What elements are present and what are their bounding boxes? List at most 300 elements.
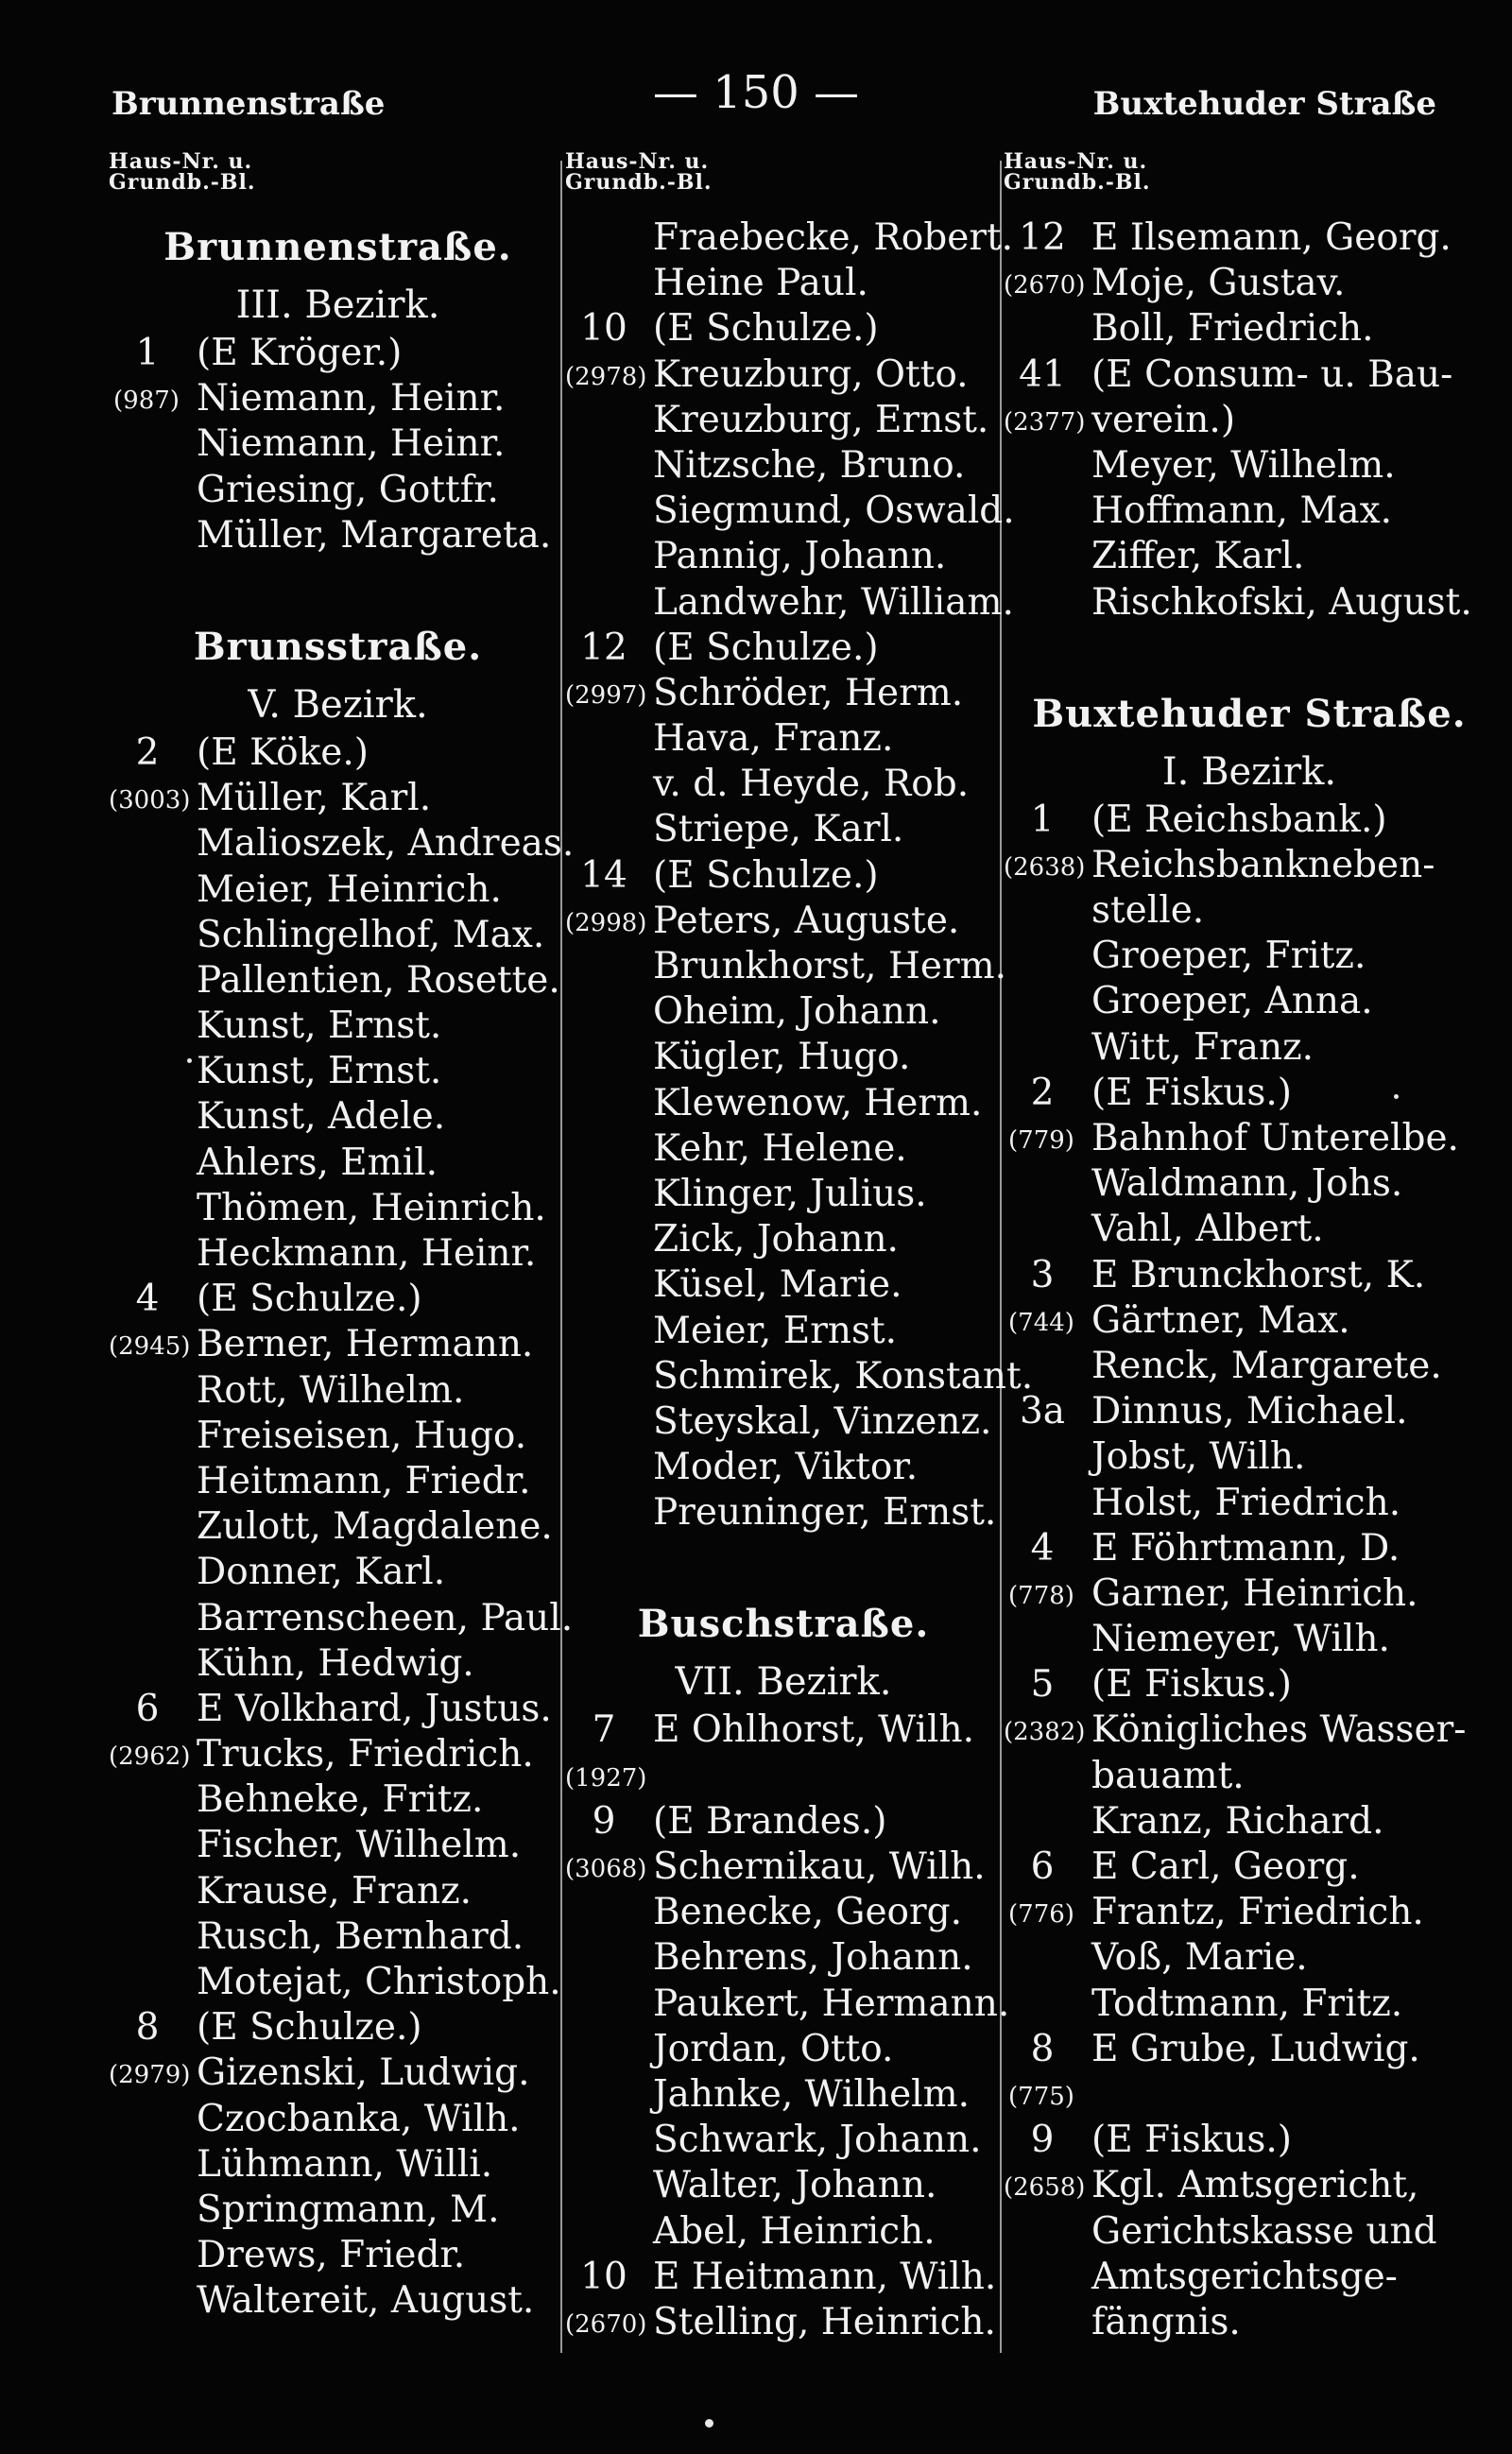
section-spacer [565, 1536, 1002, 1592]
directory-entry [109, 513, 567, 558]
directory-entry [565, 306, 1002, 352]
land-register-number: (2979) [109, 2061, 191, 2090]
directory-entry [565, 580, 1014, 626]
entry-text: Trucks, Friedrich. [197, 1733, 534, 1776]
directory-entry [565, 1754, 1002, 1799]
directory-entry [565, 671, 1002, 716]
entry-text: Königliches Wasser- [1091, 1708, 1467, 1752]
header-right-street: Buxtehuder Straße [1092, 85, 1436, 123]
entry-text: E Ohlhorst, Wilh. [653, 1708, 975, 1752]
entry-text: Hoffmann, Max. [1091, 489, 1393, 533]
section-spacer [1004, 626, 1495, 682]
entry-text: Drews, Friedr. [197, 2234, 466, 2277]
house-number: 2 [1030, 1071, 1055, 1114]
land-register-number: (987) [113, 386, 180, 416]
entry-text: Malioszek, Andreas. [197, 822, 575, 866]
directory-entry [565, 1799, 1002, 1845]
directory-entry [1004, 843, 1495, 888]
directory-entry [1004, 1935, 1495, 1981]
land-register-number: (2658) [1004, 2173, 1086, 2203]
entry-text: Hava, Franz. [653, 717, 894, 761]
directory-entry [1004, 1344, 1495, 1389]
directory-entry [565, 1445, 1002, 1490]
directory-entry [1004, 1845, 1495, 1890]
directory-entry [1004, 2072, 1495, 2118]
land-register-number: (1927) [565, 1763, 647, 1793]
entry-text: Landwehr, William. [653, 580, 1014, 624]
entry-text: Stelling, Heinrich. [653, 2300, 996, 2343]
entry-text: (E Köke.) [197, 730, 369, 774]
entry-text: (E Schulze.) [653, 626, 879, 669]
entry-text: Meyer, Wilhelm. [1091, 443, 1396, 487]
entry-text: Rusch, Bernhard. [197, 1914, 524, 1958]
entry-text: bauamt. [1091, 1754, 1245, 1797]
entry-text: Kügler, Hugo. [653, 1036, 911, 1079]
house-number: 10 [580, 2255, 627, 2298]
directory-entry [109, 913, 567, 958]
land-register-number: (744) [1008, 1308, 1074, 1337]
directory-entry [1004, 1982, 1495, 2027]
directory-entry [565, 352, 1002, 398]
entry-text: Kunst, Ernst. [197, 1004, 442, 1048]
entry-text: Voß, Marie. [1091, 1936, 1308, 1980]
land-register-number: (2962) [109, 1742, 191, 1772]
entry-text: Berner, Hermann. [197, 1323, 534, 1366]
directory-entry [565, 853, 1002, 899]
header-left-street: Brunnenstraße [112, 85, 386, 123]
directory-entry [109, 2051, 567, 2096]
entry-text: Benecke, Georg. [653, 1891, 963, 1934]
directory-entry [1004, 1481, 1495, 1526]
directory-entry [109, 821, 575, 867]
entry-text: (E Fiskus.) [1091, 1663, 1293, 1707]
entry-text: E Volkhard, Justus. [197, 1687, 552, 1730]
entry-text: Krause, Franz. [197, 1869, 472, 1913]
column-1 [109, 149, 575, 2325]
directory-entry [109, 1459, 567, 1504]
directory-entry [1004, 1526, 1495, 1571]
directory-entry [565, 443, 1002, 489]
entry-text: Holst, Friedrich. [1091, 1481, 1401, 1524]
directory-entry [1004, 2118, 1495, 2163]
entry-text: Kunst, Ernst. [197, 1050, 442, 1093]
entry-text: Rischkofski, August. [1091, 580, 1472, 624]
directory-entry [1004, 1708, 1495, 1753]
district-label: V. Bezirk. [248, 682, 428, 727]
entry-text: Siegmund, Oswald. [653, 489, 1015, 533]
directory-entry [1004, 2255, 1495, 2300]
directory-entry [1004, 1161, 1495, 1207]
directory-entry [1004, 934, 1495, 979]
entry-text: Gärtner, Max. [1091, 1298, 1350, 1342]
entry-text: (E Schulze.) [653, 853, 879, 897]
entry-text: Ziffer, Karl. [1091, 535, 1305, 578]
entry-text: Schlingelhof, Max. [197, 913, 545, 956]
house-number: 8 [1030, 2027, 1055, 2070]
entry-text: Rott, Wilhelm. [197, 1368, 465, 1412]
directory-entry [109, 1550, 567, 1595]
directory-entry [109, 1777, 567, 1823]
column-header-line: Haus-Nr. u. [1004, 149, 1148, 174]
entry-text: E Grube, Ludwig. [1091, 2027, 1420, 2070]
directory-entry [109, 1322, 567, 1367]
house-number: 5 [1030, 1663, 1055, 1707]
directory-entry [565, 1354, 1034, 1399]
entry-text: Jahnke, Wilhelm. [653, 2072, 971, 2116]
street-title: Brunsstraße. [193, 624, 483, 669]
entry-text: Brunkhorst, Herm. [653, 945, 1007, 987]
directory-entry [565, 398, 1002, 443]
directory-entry [565, 1490, 1002, 1536]
directory-entry [109, 1141, 567, 1186]
entry-text: Groeper, Fritz. [1091, 935, 1366, 978]
directory-entry [1004, 534, 1495, 579]
entry-text: Garner, Heinrich. [1091, 1571, 1418, 1615]
entry-text: Frantz, Friedrich. [1091, 1891, 1424, 1934]
directory-entry [1004, 2209, 1495, 2255]
entry-text: (E Reichsbank.) [1091, 798, 1387, 841]
entry-text: Gizenski, Ludwig. [197, 2051, 530, 2095]
directory-entry [565, 489, 1015, 534]
entry-text: (E Schulze.) [653, 307, 879, 351]
directory-entry [565, 762, 1002, 807]
page-number: — 150 — [652, 66, 860, 119]
entry-text: Kranz, Richard. [1091, 1799, 1384, 1843]
directory-entry [565, 1708, 1002, 1753]
house-number: 9 [1030, 2119, 1055, 2162]
print-dot [1394, 1094, 1399, 1099]
land-register-number: (2670) [565, 2309, 647, 2339]
entry-text: Behrens, Johann. [653, 1936, 973, 1980]
entry-text: Pallentien, Rosette. [197, 958, 560, 1002]
entry-text: Peters, Auguste. [653, 899, 960, 942]
house-number: 7 [592, 1708, 616, 1752]
land-register-number: (2377) [1004, 407, 1086, 437]
directory-entry [109, 1049, 567, 1094]
entry-text: stelle. [1091, 889, 1205, 933]
directory-entry [565, 261, 1002, 306]
entry-text: (E Consum- u. Bau- [1091, 352, 1453, 396]
directory-entry [1004, 489, 1495, 534]
directory-entry [1004, 261, 1495, 306]
entry-text: Groeper, Anna. [1091, 980, 1373, 1023]
directory-entry [565, 2027, 1002, 2072]
column-header-line: Haus-Nr. u. [109, 149, 253, 174]
directory-entry [109, 1732, 567, 1777]
house-number: 14 [580, 853, 627, 897]
directory-entry [109, 2278, 567, 2324]
entry-text: Barrenscheen, Paul. [197, 1596, 574, 1639]
directory-entry [565, 1126, 1002, 1172]
directory-entry [109, 2005, 567, 2051]
directory-entry [109, 1277, 567, 1322]
entry-text: Meier, Heinrich. [197, 867, 502, 911]
entry-text: Todtmann, Fritz. [1091, 1982, 1403, 2025]
directory-entry [565, 899, 1002, 944]
entry-text: Kehr, Helene. [653, 1126, 907, 1170]
entry-text: (E Brandes.) [653, 1799, 887, 1843]
entry-text: Kreuzburg, Ernst. [653, 398, 989, 441]
directory-entry [109, 2142, 567, 2188]
directory-entry [1004, 1754, 1495, 1799]
directory-entry [1004, 1298, 1495, 1344]
entry-text: Lühmann, Willi. [197, 2142, 493, 2186]
directory-entry [1004, 1890, 1495, 1935]
entry-text: Jordan, Otto. [653, 2027, 894, 2070]
entry-text: Freiseisen, Hugo. [197, 1414, 527, 1457]
directory-entry [565, 2300, 1002, 2345]
directory-entry [565, 2072, 1002, 2118]
directory-entry [565, 626, 1002, 671]
entry-text: Müller, Margareta. [197, 513, 552, 557]
entry-text: (E Schulze.) [197, 1278, 422, 1321]
directory-entry [1004, 1071, 1495, 1116]
directory-entry [109, 1823, 567, 1868]
entry-text: (E Kröger.) [197, 332, 403, 374]
entry-text: Jobst, Wilh. [1091, 1435, 1306, 1479]
directory-entry [565, 534, 1002, 579]
entry-text: Vahl, Albert. [1091, 1208, 1324, 1251]
directory-entry [109, 1596, 574, 1641]
directory-entry [1004, 2163, 1495, 2208]
directory-entry [109, 1960, 567, 2005]
directory-entry [109, 1368, 567, 1414]
directory-entry [1004, 1207, 1495, 1252]
house-number: 2 [135, 730, 160, 774]
column-header-line: Grundb.-Bl. [109, 170, 256, 195]
entry-text: Witt, Franz. [1091, 1025, 1314, 1069]
directory-entry [565, 1890, 1002, 1935]
entry-text: Waldmann, Johs. [1091, 1162, 1403, 1206]
directory-entry [565, 944, 1007, 989]
directory-entry [565, 1217, 1002, 1262]
street-title: Buxtehuder Straße. [1032, 691, 1467, 736]
directory-entry [1004, 1617, 1495, 1662]
entry-text: Waltereit, August. [197, 2279, 535, 2323]
entry-text: Striepe, Karl. [653, 808, 904, 851]
entry-text: Zick, Johann. [653, 1218, 899, 1261]
entry-text: Heitmann, Friedr. [197, 1459, 531, 1502]
directory-entry [1004, 1025, 1495, 1071]
directory-entry [1004, 979, 1495, 1024]
entry-text: (E Schulze.) [197, 2006, 422, 2050]
land-register-number: (775) [1008, 2082, 1074, 2111]
directory-entry [1004, 2300, 1495, 2345]
directory-entry [1004, 1662, 1495, 1708]
entry-text: Heckmann, Heinr. [197, 1232, 537, 1275]
house-number: 41 [1019, 352, 1066, 396]
directory-entry [109, 1231, 567, 1277]
directory-entry [109, 376, 567, 421]
directory-entry [109, 1414, 567, 1459]
directory-entry [565, 2163, 1002, 2208]
entry-text: Nitzsche, Bruno. [653, 443, 966, 487]
directory-entry [565, 1081, 1002, 1126]
directory-entry [109, 958, 567, 1004]
directory-entry [565, 215, 1014, 261]
entry-text: Springmann, M. [197, 2188, 500, 2231]
house-number: 9 [592, 1799, 616, 1843]
entry-text: Paukert, Hermann. [653, 1982, 1010, 2025]
entry-text: Pannig, Johann. [653, 535, 947, 578]
directory-entry [109, 1094, 567, 1140]
land-register-number: (776) [1008, 1900, 1074, 1930]
directory-entry [109, 1641, 567, 1687]
column-header-line: Grundb.-Bl. [565, 170, 713, 195]
house-number: 12 [1019, 216, 1066, 259]
entry-text: Fischer, Wilhelm. [197, 1824, 522, 1867]
entry-text: Heine Paul. [653, 262, 868, 305]
directory-entry [565, 2118, 1002, 2163]
entry-text: Oheim, Johann. [653, 990, 941, 1034]
page-header [0, 66, 1512, 132]
entry-text: E Ilsemann, Georg. [1091, 216, 1452, 259]
land-register-number: (2978) [565, 362, 647, 391]
directory-entry [565, 1262, 1002, 1308]
directory-entry [1004, 888, 1495, 934]
district-label: III. Bezirk. [235, 283, 440, 327]
entry-text: Abel, Heinrich. [653, 2209, 936, 2253]
entry-text: Schmirek, Konstant. [653, 1354, 1034, 1398]
entry-text: Niemann, Heinr. [197, 377, 506, 420]
entry-text: Amtsgerichtsge- [1091, 2255, 1398, 2298]
column-header-line: Haus-Nr. u. [565, 149, 710, 174]
entry-text: Zulott, Magdalene. [197, 1505, 553, 1549]
directory-entry [565, 989, 1002, 1035]
directory-entry [1004, 798, 1495, 843]
directory-entry [109, 2233, 567, 2278]
house-number: 6 [1030, 1845, 1055, 1888]
section-spacer [109, 558, 567, 615]
directory-entry [565, 1309, 1002, 1354]
house-number: 4 [1030, 1526, 1055, 1570]
entry-text: v. d. Heyde, Rob. [653, 763, 970, 806]
directory-entry [1004, 398, 1495, 443]
house-number: 3a [1019, 1390, 1066, 1433]
entry-text: fängnis. [1091, 2300, 1241, 2343]
entry-text: Donner, Karl. [197, 1551, 446, 1594]
directory-entry [1004, 2027, 1495, 2072]
land-register-number: (2945) [109, 1332, 191, 1362]
directory-entry [1004, 1799, 1495, 1845]
entry-text: Preuninger, Ernst. [653, 1491, 997, 1535]
entry-text: Kühn, Hedwig. [197, 1641, 474, 1685]
entry-text: Niemann, Heinr. [197, 422, 506, 466]
house-number: 6 [135, 1687, 160, 1730]
entry-text: Schwark, Johann. [653, 2119, 982, 2162]
district-label: I. Bezirk. [1161, 749, 1337, 794]
column-header [1004, 151, 1495, 215]
directory-entry [109, 331, 567, 376]
directory-entry [1004, 1389, 1495, 1434]
directory-entry [1004, 1253, 1495, 1298]
entry-text: Steyskal, Vinzenz. [653, 1399, 992, 1443]
directory-entry [565, 807, 1002, 852]
directory-entry [109, 2097, 567, 2142]
land-register-number: (2998) [565, 908, 647, 937]
land-register-number: (2997) [565, 680, 647, 710]
entry-text: Moder, Viktor. [653, 1446, 919, 1489]
directory-entry [565, 1845, 1002, 1890]
entry-text: E Brunckhorst, K. [1091, 1253, 1426, 1296]
street-title: Buschstraße. [637, 1602, 930, 1647]
land-register-number: (2638) [1004, 852, 1086, 882]
entry-text: Klinger, Julius. [653, 1172, 927, 1215]
entry-text: Thömen, Heinrich. [197, 1186, 546, 1229]
column-header [565, 151, 1002, 215]
entry-text: Gerichtskasse und [1091, 2209, 1437, 2253]
entry-text: Walter, Johann. [653, 2164, 937, 2207]
column-header [109, 151, 567, 215]
directory-entry [109, 867, 567, 913]
entry-text: Renck, Margarete. [1091, 1344, 1442, 1387]
column-2 [565, 149, 1034, 2345]
entry-text: Reichsbankneben- [1091, 843, 1435, 886]
directory-entry [1004, 1571, 1495, 1617]
entry-text: Kgl. Amtsgericht, [1091, 2164, 1419, 2207]
house-number: 1 [1030, 798, 1055, 841]
directory-entry [109, 1687, 567, 1732]
directory-entry [109, 776, 567, 821]
column-3 [1004, 151, 1495, 2345]
print-dot [187, 1058, 192, 1063]
directory-entry [1004, 215, 1495, 261]
entry-text: Motejat, Christoph. [197, 1961, 561, 2003]
house-number: 10 [580, 307, 627, 351]
entry-text: Boll, Friedrich. [1091, 307, 1374, 351]
directory-entry [565, 2255, 1002, 2300]
directory-entry [565, 1035, 1002, 1080]
land-register-number: (3003) [109, 786, 191, 815]
entry-text: Behneke, Fritz. [197, 1778, 484, 1822]
land-register-number: (779) [1008, 1126, 1074, 1155]
print-dot [705, 2419, 713, 2428]
entry-text: verein.) [1091, 398, 1236, 441]
entry-text: Moje, Gustav. [1091, 262, 1346, 305]
entry-text: Kreuzburg, Otto. [653, 352, 969, 396]
directory-entry [1004, 1116, 1495, 1161]
entry-text: Kunst, Adele. [197, 1095, 446, 1139]
directory-entry [565, 1399, 1002, 1445]
land-register-number: (2670) [1004, 271, 1086, 300]
entry-text: Meier, Ernst. [653, 1309, 898, 1352]
entry-text: Griesing, Gottfr. [197, 468, 499, 511]
entry-text: (E Fiskus.) [1091, 2119, 1293, 2162]
directory-entry [109, 421, 567, 467]
directory-entry [109, 1914, 567, 1960]
directory-entry [1004, 352, 1495, 398]
house-number: 4 [135, 1278, 160, 1321]
directory-entry [565, 716, 1002, 762]
district-label: VII. Bezirk. [675, 1660, 892, 1705]
directory-entry [1004, 580, 1495, 626]
directory-entry [109, 468, 567, 513]
entry-text: E Carl, Georg. [1091, 1845, 1360, 1888]
entry-text: Ahlers, Emil. [197, 1141, 438, 1184]
directory-entry [109, 730, 567, 776]
entry-text: Küsel, Marie. [653, 1263, 902, 1307]
land-register-number: (2382) [1004, 1718, 1086, 1747]
directory-entry [565, 1935, 1002, 1981]
directory-entry [109, 2188, 567, 2233]
entry-text: Dinnus, Michael. [1091, 1390, 1408, 1433]
entry-text: Schernikau, Wilh. [653, 1845, 986, 1888]
entry-text: (E Fiskus.) [1091, 1071, 1293, 1114]
directory-entry [565, 2209, 1002, 2255]
land-register-number: (778) [1008, 1581, 1074, 1610]
directory-entry [109, 1869, 567, 1914]
entry-text: Czocbanka, Wilh. [197, 2097, 521, 2140]
